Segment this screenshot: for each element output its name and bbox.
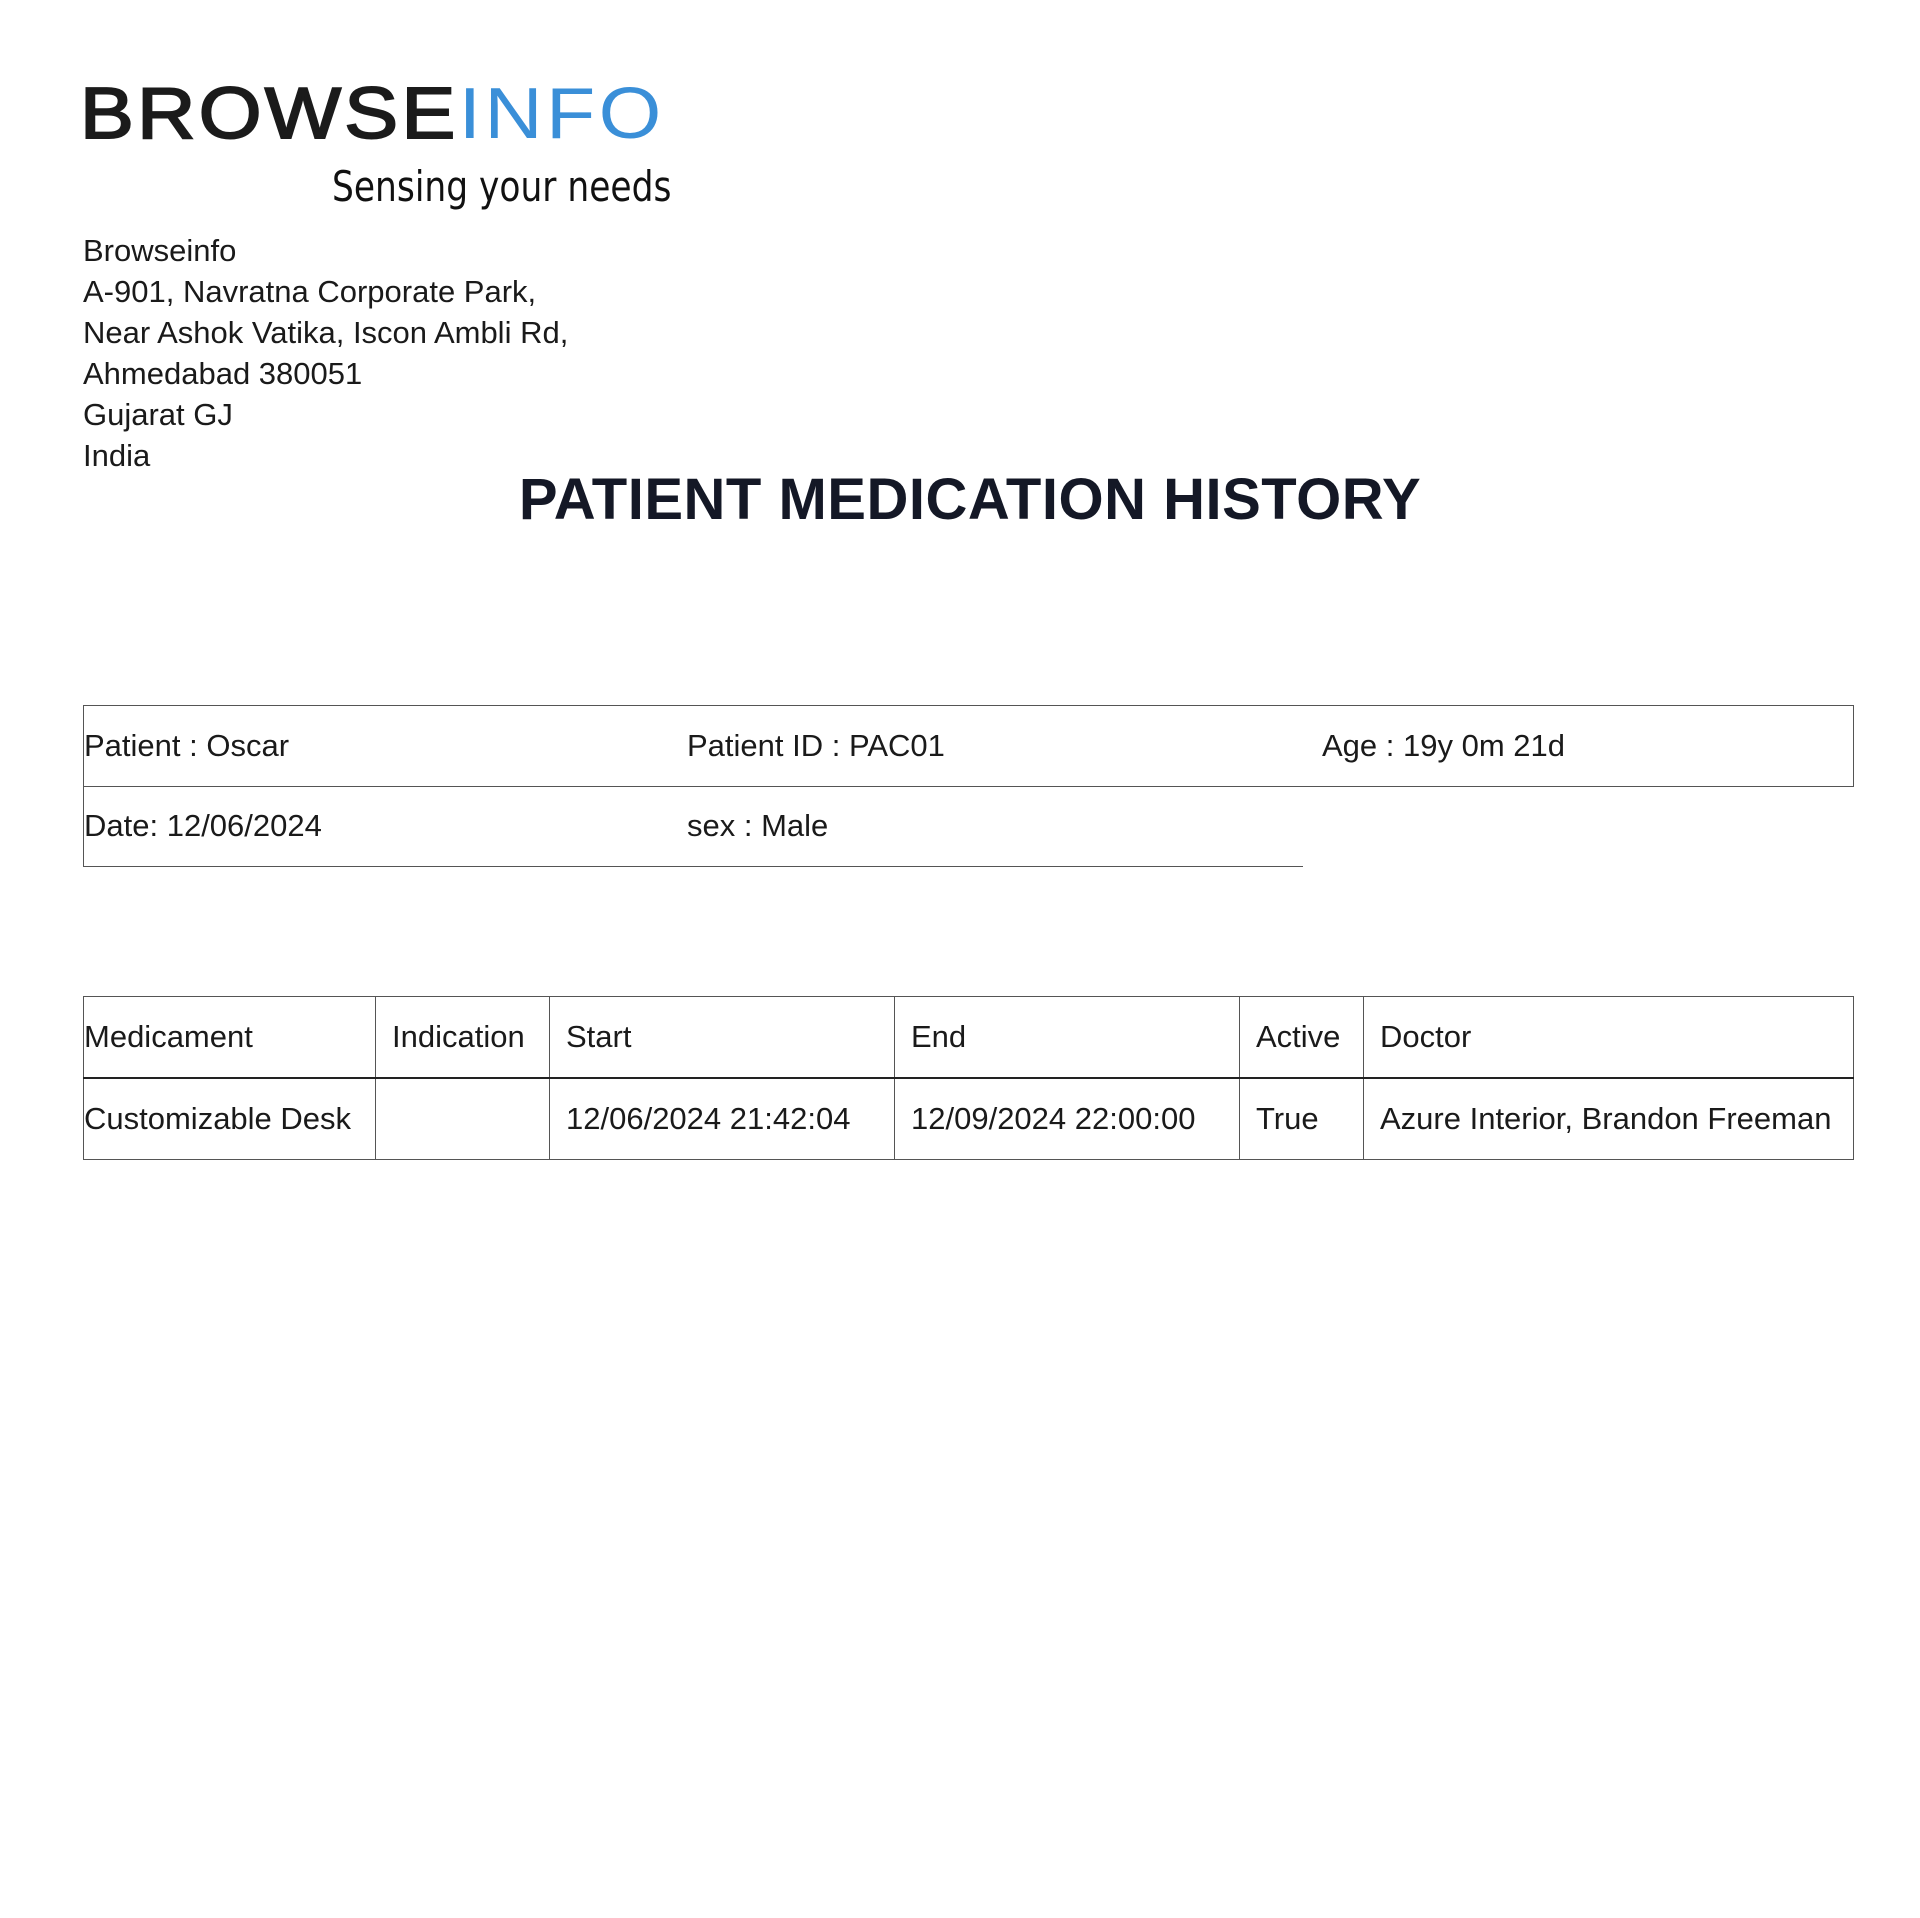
- header-medicament: Medicament: [84, 997, 376, 1079]
- cell-doctor: Azure Interior, Brandon Freeman: [1364, 1078, 1854, 1160]
- patient-info-row: [83, 705, 1854, 787]
- address-line: Gujarat GJ: [83, 397, 233, 432]
- header-active: Active: [1240, 997, 1364, 1079]
- logo-text-blue: INFO: [458, 74, 665, 154]
- patient-info-table: [83, 705, 1854, 867]
- patient-id: Patient ID : PAC01: [687, 728, 945, 763]
- header-indication: Indication: [376, 997, 550, 1079]
- cell-active: True: [1240, 1078, 1364, 1160]
- logo-tagline: Sensing your needs: [332, 162, 672, 211]
- header-end: End: [895, 997, 1240, 1079]
- logo-text-dark: BROWSE: [80, 74, 459, 154]
- patient-sex: sex : Male: [687, 808, 829, 843]
- company-logo: [80, 74, 672, 218]
- cell-indication: [376, 1078, 550, 1160]
- address-line: Near Ashok Vatika, Iscon Ambli Rd,: [83, 315, 569, 350]
- company-name: Browseinfo: [83, 233, 237, 268]
- medication-table: [83, 996, 1854, 1160]
- address-line: India: [83, 438, 151, 473]
- cell-start: 12/06/2024 21:42:04: [550, 1078, 895, 1160]
- header-doctor: Doctor: [1364, 997, 1854, 1079]
- table-header-row: [84, 997, 1854, 1079]
- logo-wordmark: [80, 74, 707, 154]
- patient-info-row: [83, 786, 1303, 867]
- table-row: [84, 1078, 1854, 1160]
- patient-name: Patient : Oscar: [84, 728, 290, 763]
- header-start: Start: [550, 997, 895, 1079]
- page-title: PATIENT MEDICATION HISTORY: [518, 467, 1422, 532]
- patient-age: Age : 19y 0m 21d: [1322, 728, 1565, 763]
- visit-date: Date: 12/06/2024: [84, 808, 322, 843]
- cell-end: 12/09/2024 22:00:00: [895, 1078, 1240, 1160]
- address-line: Ahmedabad 380051: [83, 356, 363, 391]
- address-line: A-901, Navratna Corporate Park,: [83, 274, 537, 309]
- company-address: [83, 230, 568, 476]
- cell-medicament: Customizable Desk: [84, 1078, 376, 1160]
